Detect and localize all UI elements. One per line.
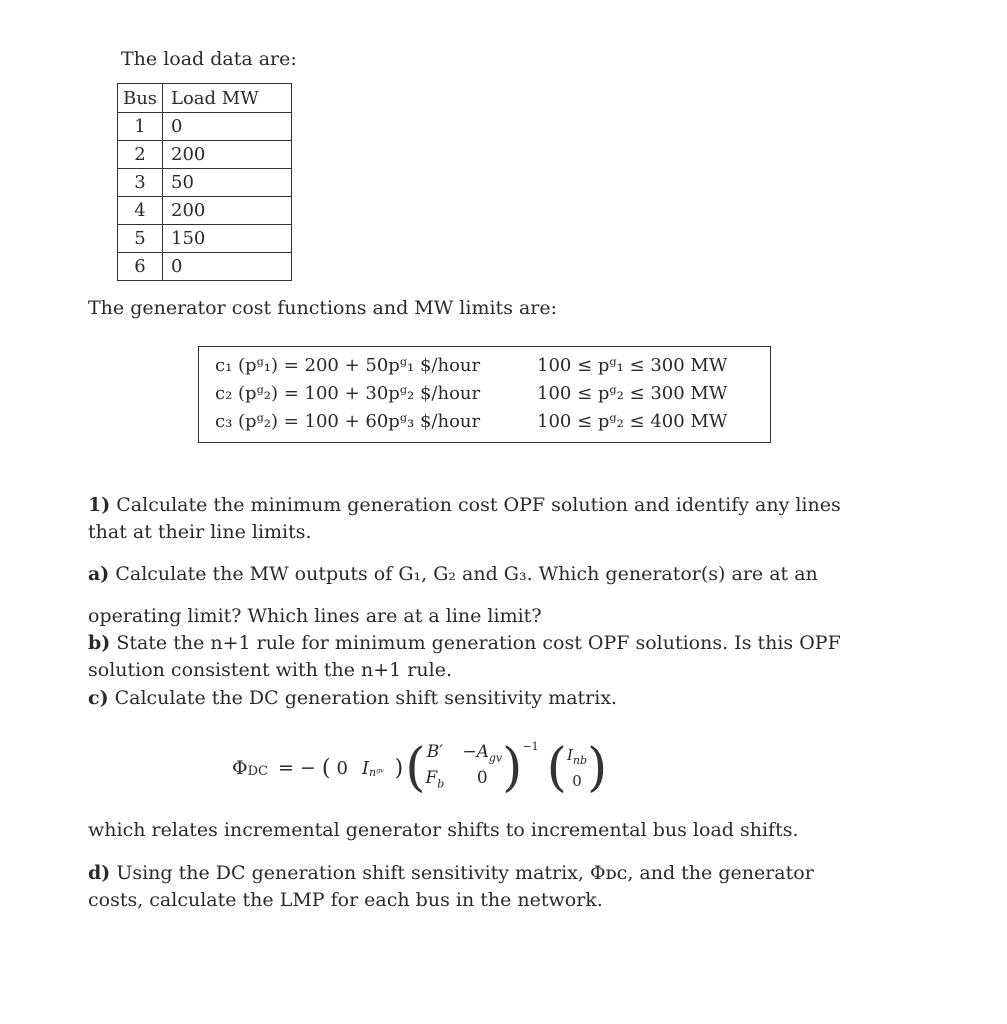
cost-function-row bbox=[215, 411, 727, 432]
phi-symbol: Φ bbox=[232, 757, 248, 779]
question-label: 1) bbox=[88, 494, 111, 516]
column-header-load: Load MW bbox=[163, 84, 292, 113]
mw-limit: 100 ≤ pᵍ₂ ≤ 400 MW bbox=[537, 411, 728, 432]
table-row bbox=[118, 197, 292, 225]
question-d bbox=[88, 860, 814, 914]
load-cell: 150 bbox=[163, 225, 292, 253]
question-c bbox=[88, 685, 617, 712]
row-vector-identity-sub: nᵍᵛ bbox=[369, 765, 385, 779]
load-cell: 0 bbox=[163, 253, 292, 281]
matrix-f: F bbox=[425, 768, 438, 788]
matrix-f-sub: b bbox=[437, 777, 445, 791]
rhs-zero: 0 bbox=[572, 772, 582, 790]
equation-explanation: which relates incremental generator shifts to incremental bus load shifts. bbox=[88, 819, 799, 841]
rhs-identity-sub: nb bbox=[572, 754, 588, 767]
inverse-exponent: −1 bbox=[522, 740, 539, 753]
question-label: a) bbox=[88, 563, 110, 585]
question-label: d) bbox=[88, 862, 111, 884]
question-1 bbox=[88, 492, 841, 546]
load-data-intro: The load data are: bbox=[121, 48, 297, 70]
question-text-cont: that at their line limits. bbox=[88, 521, 312, 543]
question-text-cont: costs, calculate the LMP for each bus in the network. bbox=[88, 889, 603, 911]
sensitivity-equation: Φ DC = − ( 0 I $_{nᵍᵛ}$ ) ( B′ $-A_{gv}$ $F_b$ 0 ) $^{-1}$ ( $I_{nb}$ 0 ) bbox=[232, 738, 608, 798]
table-row bbox=[118, 225, 292, 253]
matrix-a-sub: gv bbox=[488, 751, 503, 764]
matrix-zero: 0 bbox=[476, 768, 488, 788]
load-cell: 50 bbox=[163, 169, 292, 197]
question-b bbox=[88, 630, 841, 684]
rhs-vector bbox=[567, 745, 587, 791]
mw-limit: 100 ≤ pᵍ₂ ≤ 300 MW bbox=[537, 383, 728, 404]
bus-cell: 4 bbox=[118, 197, 163, 225]
table-row bbox=[118, 169, 292, 197]
question-text-cont: operating limit? Which lines are at a line limit? bbox=[88, 605, 542, 627]
cost-function-row bbox=[215, 355, 727, 376]
column-header-bus: Bus bbox=[118, 84, 163, 113]
table-row bbox=[118, 113, 292, 141]
cost-function-row bbox=[215, 383, 727, 404]
question-text: State the n+1 rule for minimum generation cost OPF solutions. Is this OPF bbox=[110, 632, 841, 654]
question-a bbox=[88, 561, 818, 588]
bus-cell: 5 bbox=[118, 225, 163, 253]
cost-function: c₂ (pᵍ₂) = 100 + 30pᵍ₂ $/hour bbox=[215, 383, 481, 404]
question-text: Using the DC generation shift sensitivity matrix, Φᴅᴄ, and the generator bbox=[110, 862, 814, 884]
cost-function: c₃ (pᵍ₂) = 100 + 60pᵍ₃ $/hour bbox=[215, 411, 481, 432]
bus-cell: 6 bbox=[118, 253, 163, 281]
system-matrix bbox=[426, 742, 503, 795]
cost-function: c₁ (pᵍ₁) = 200 + 50pᵍ₁ $/hour bbox=[215, 355, 481, 376]
generator-intro: The generator cost functions and MW limits are: bbox=[88, 297, 558, 319]
bus-cell: 1 bbox=[118, 113, 163, 141]
load-table bbox=[117, 83, 292, 281]
question-label: b) bbox=[88, 632, 111, 654]
phi-subscript: DC bbox=[247, 763, 268, 779]
question-text: Calculate the minimum generation cost OPF solution and identify any lines bbox=[110, 494, 841, 516]
row-vector-zero: 0 bbox=[336, 757, 348, 779]
question-text: Calculate the MW outputs of G₁, G₂ and G₃. Which generator(s) are at an bbox=[109, 563, 818, 585]
mw-limit: 100 ≤ pᵍ₁ ≤ 300 MW bbox=[537, 355, 728, 376]
equals-sign: = − bbox=[277, 757, 316, 779]
question-text: Calculate the DC generation shift sensitivity matrix. bbox=[108, 687, 618, 709]
rhs-identity: I bbox=[566, 746, 573, 764]
cost-functions-box bbox=[198, 346, 771, 443]
bus-cell: 2 bbox=[118, 141, 163, 169]
load-cell: 0 bbox=[163, 113, 292, 141]
row-vector-identity: I bbox=[361, 757, 370, 779]
load-cell: 200 bbox=[163, 197, 292, 225]
table-row bbox=[118, 253, 292, 281]
load-cell: 200 bbox=[163, 141, 292, 169]
table-row bbox=[118, 141, 292, 169]
question-a-cont bbox=[88, 603, 542, 630]
question-text-cont: solution consistent with the n+1 rule. bbox=[88, 659, 452, 681]
matrix-b-prime: B′ bbox=[426, 741, 444, 762]
matrix-minus-a: −A bbox=[462, 741, 489, 762]
question-label: c) bbox=[88, 687, 109, 709]
bus-cell: 3 bbox=[118, 169, 163, 197]
table-header-row bbox=[118, 84, 292, 113]
